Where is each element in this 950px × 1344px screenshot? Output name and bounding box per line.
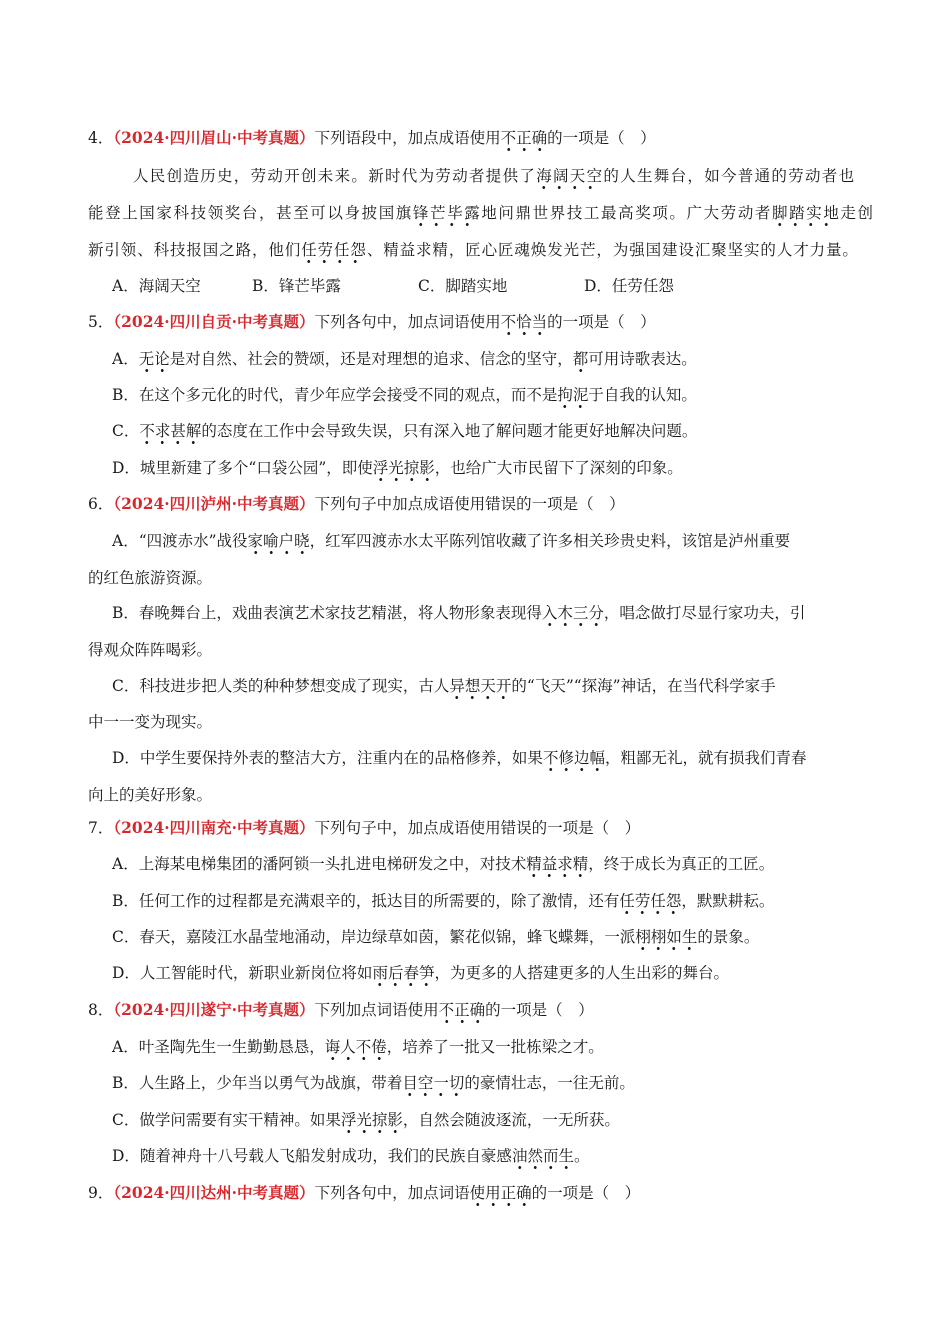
q8-option-a[interactable] <box>112 1037 604 1057</box>
q6-d-end: ，粗鄙无礼，就有损我们青春 <box>604 749 807 767</box>
q8-c-text: C．做学问需要有实干精神。如果 <box>112 1111 341 1129</box>
q7-c-text: C．春天，嘉陵江水晶莹地涌动，岸边绿草如茵，繁花似锦，蜂飞蝶舞，一派 <box>112 928 636 946</box>
q6-source: （2024·四川泸州·中考真题） <box>113 494 315 513</box>
q6-a-dotted: 家喻户晓 <box>248 532 310 555</box>
q7-a-text: A．上海某电梯集团的潘阿锁一头扎进电梯研发之中，对技术 <box>112 855 527 873</box>
q8-stem-end: 的一项是（ ） <box>485 1001 594 1019</box>
q6-number: 6． <box>88 495 114 513</box>
q8-source: （2024·四川遂宁·中考真题） <box>113 1000 315 1019</box>
q6-option-a-line-2: 的红色旅游资源。 <box>88 569 213 587</box>
q4-p2-end: 走创 <box>840 204 875 222</box>
q9-stem <box>88 1183 640 1203</box>
q7-option-c[interactable] <box>112 927 759 947</box>
q4-option-a[interactable]: A．海阔天空 <box>112 277 201 295</box>
q6-option-a[interactable] <box>112 531 790 551</box>
q7-option-d[interactable] <box>112 963 729 983</box>
q4-p2-text: 能登上国家科技领奖台，甚至可以身披国旗 <box>88 204 413 222</box>
q4-number: 4． <box>88 129 114 147</box>
q5-option-a[interactable] <box>112 349 697 369</box>
q5-a-mid: 是对自然、社会的赞颂，还是对理想的追求、信念的坚守， <box>169 350 573 368</box>
q7-stem <box>88 818 640 838</box>
q5-number: 5． <box>88 313 114 331</box>
q7-d-end: ，为更多的人搭建更多的人生出彩的舞台。 <box>434 964 729 982</box>
q5-d-dotted: 浮光掠影 <box>373 459 435 482</box>
q4-passage-line-2 <box>88 203 875 223</box>
q7-number: 7． <box>88 819 114 837</box>
q6-b-dotted: 入木三分 <box>542 604 604 627</box>
q4-stem <box>88 128 656 148</box>
q7-b-text: B．任何工作的过程都是充满艰辛的，抵达目的所需要的，除了激情，还有 <box>112 892 620 910</box>
q7-option-b[interactable] <box>112 891 774 911</box>
q8-d-text: D．随着神舟十八号载人飞船发射成功，我们的民族自豪感 <box>112 1147 512 1165</box>
q4-stem-dotted: 不正确 <box>501 129 548 152</box>
q5-b-dotted: 拘泥 <box>557 386 588 409</box>
q7-c-end: 的景象。 <box>697 928 760 946</box>
q5-d-end: ，也给广大市民留下了深刻的印象。 <box>434 459 683 477</box>
q5-option-b[interactable] <box>112 385 697 405</box>
q5-stem-text: 下列各句中，加点词语使用 <box>314 313 501 331</box>
q4-p1-end: 的人生舞台，如今普通的劳动者也 <box>603 167 856 185</box>
q4-source: （2024·四川眉山·中考真题） <box>113 128 315 147</box>
q8-a-text: A．叶圣陶先生一生勤勤恳恳， <box>112 1038 325 1056</box>
q8-a-dotted: 诲人不倦 <box>325 1038 387 1061</box>
q6-b-text: B．春晚舞台上，戏曲表演艺术家技艺精湛，将人物形象表现得 <box>112 604 542 622</box>
q5-source: （2024·四川自贡·中考真题） <box>113 312 315 331</box>
q8-stem <box>88 1000 594 1020</box>
q9-number: 9． <box>88 1184 114 1202</box>
q6-a-text: A．“四渡赤水”战役 <box>112 532 248 550</box>
q7-d-dotted: 雨后春笋 <box>372 964 434 987</box>
q6-b-end: ，唱念做打尽显行家功夫，引 <box>603 604 806 622</box>
q9-stem-text: 下列各句中，加点词语 <box>314 1184 470 1202</box>
q7-a-end: ，终于成长为真正的工匠。 <box>588 855 775 873</box>
q6-stem <box>88 494 625 514</box>
q5-a-dotted-2: 都 <box>573 350 589 373</box>
q9-source: （2024·四川达州·中考真题） <box>113 1183 315 1202</box>
q7-b-end: ，默默耕耘。 <box>681 892 775 910</box>
q6-a-end: ，红军四渡赤水太平陈列馆收藏了许多相关珍贵史料，该馆是泸州重要 <box>309 532 791 550</box>
q6-option-c-line-2: 中一一变为现实。 <box>88 713 213 731</box>
q6-option-d-line-2: 向上的美好形象。 <box>88 786 213 804</box>
q7-d-text: D．人工智能时代，新职业新岗位将如 <box>112 964 373 982</box>
q4-stem-text: 下列语段中，加点成语使用 <box>314 129 501 147</box>
q5-stem <box>88 312 656 332</box>
q4-p2-dotted: 锋芒毕露 <box>413 204 481 227</box>
q5-option-c[interactable] <box>112 421 697 441</box>
q6-option-c[interactable] <box>112 676 776 696</box>
q8-stem-text: 下列加点词语使用 <box>314 1001 439 1019</box>
q4-p2-dotted-2: 脚踏实地 <box>772 204 840 227</box>
q4-p1-text: 人民创造历史，劳动开创未来。新时代为劳动者提供了 <box>133 167 537 185</box>
q7-option-a[interactable] <box>112 854 774 874</box>
q4-option-c[interactable]: C．脚踏实地 <box>418 277 508 295</box>
q7-c-dotted: 栩栩如生 <box>635 928 697 951</box>
q5-c-label: C． <box>112 422 140 440</box>
q8-a-end: ，培养了一批又一批栋梁之才。 <box>386 1038 604 1056</box>
q8-d-dotted: 油然而生 <box>512 1147 574 1170</box>
q6-c-dotted: 异想天开 <box>449 677 511 700</box>
q7-source: （2024·四川南充·中考真题） <box>113 818 315 837</box>
q6-stem-text: 下列句子中加点成语使用错误的一项是（ ） <box>314 495 625 513</box>
q4-option-d[interactable]: D．任劳任怨 <box>584 277 674 295</box>
q8-option-c[interactable] <box>112 1110 620 1130</box>
q4-passage-line-3 <box>88 240 859 260</box>
q9-stem-end: 的一项是（ ） <box>531 1184 641 1202</box>
q6-option-b-line-2: 得观众阵阵喝彩。 <box>88 641 213 659</box>
q5-stem-dotted: 不恰当 <box>501 313 548 336</box>
q5-c-dotted: 不求甚解 <box>139 422 201 445</box>
q6-d-text: D．中学生要保持外表的整洁大方，注重内在的品格修养，如果 <box>112 749 543 767</box>
q4-p2-mid: 地问鼎世界技工最高奖项。广大劳动者 <box>481 204 773 222</box>
q4-option-b[interactable]: B．锋芒毕露 <box>252 277 341 295</box>
q5-b-text: B．在这个多元化的时代，青少年应学会接受不同的观点，而不是 <box>112 386 558 404</box>
q4-p3-text: 新引领、科技报国之路，他们 <box>88 241 302 259</box>
q8-c-end: ，自然会随波逐流，一无所获。 <box>402 1111 620 1129</box>
q5-c-end: 的态度在工作中会导致失误，只有深入地了解问题才能更好地解决问题。 <box>201 422 698 440</box>
q8-option-d[interactable] <box>112 1146 589 1166</box>
q6-d-dotted: 不修边幅 <box>543 749 605 772</box>
q8-b-text: B．人生路上，少年当以勇气为战旗，带着 <box>112 1074 403 1092</box>
q8-b-end: 的豪情壮志，一往无前。 <box>464 1074 635 1092</box>
q7-a-dotted: 精益求精 <box>526 855 588 878</box>
q8-stem-dotted: 不正确 <box>439 1001 486 1024</box>
q9-stem-dotted: 使用正确 <box>470 1184 532 1207</box>
q5-b-end: 于自我的认知。 <box>588 386 697 404</box>
q5-a-dotted: 无论 <box>139 350 170 373</box>
q8-option-b[interactable] <box>112 1073 635 1093</box>
q8-b-dotted: 目空一切 <box>402 1074 464 1097</box>
q6-c-text: C．科技进步把人类的种种梦想变成了现实，古人 <box>112 677 450 695</box>
q4-p3-end: 、精益求精，匠心匠魂焕发光芒，为强国建设汇聚坚实的人才力量。 <box>366 241 859 259</box>
q4-stem-end: 的一项是（ ） <box>547 129 656 147</box>
q6-option-d[interactable] <box>112 748 806 768</box>
q6-option-b[interactable] <box>112 603 805 623</box>
q8-number: 8． <box>88 1001 114 1019</box>
q8-d-end: 。 <box>573 1147 590 1165</box>
q5-d-text: D．城里新建了多个“口袋公园”，即使 <box>112 459 373 477</box>
q7-b-dotted: 任劳任怨 <box>619 892 681 915</box>
q6-c-end: 的“飞天”“探海”神话，在当代科学家手 <box>511 677 776 695</box>
q8-c-dotted: 浮光掠影 <box>341 1111 403 1134</box>
q4-p1-dotted: 海阔天空 <box>536 167 603 190</box>
q4-passage-line-1 <box>133 166 855 186</box>
q5-a-end: 可用诗歌表达。 <box>588 350 697 368</box>
q5-stem-end: 的一项是（ ） <box>547 313 656 331</box>
q4-p3-dotted: 任劳任怨 <box>301 241 367 264</box>
q5-option-d[interactable] <box>112 458 683 478</box>
q5-a-label: A． <box>112 350 139 368</box>
q7-stem-text: 下列句子中，加点成语使用错误的一项是（ ） <box>314 819 641 837</box>
